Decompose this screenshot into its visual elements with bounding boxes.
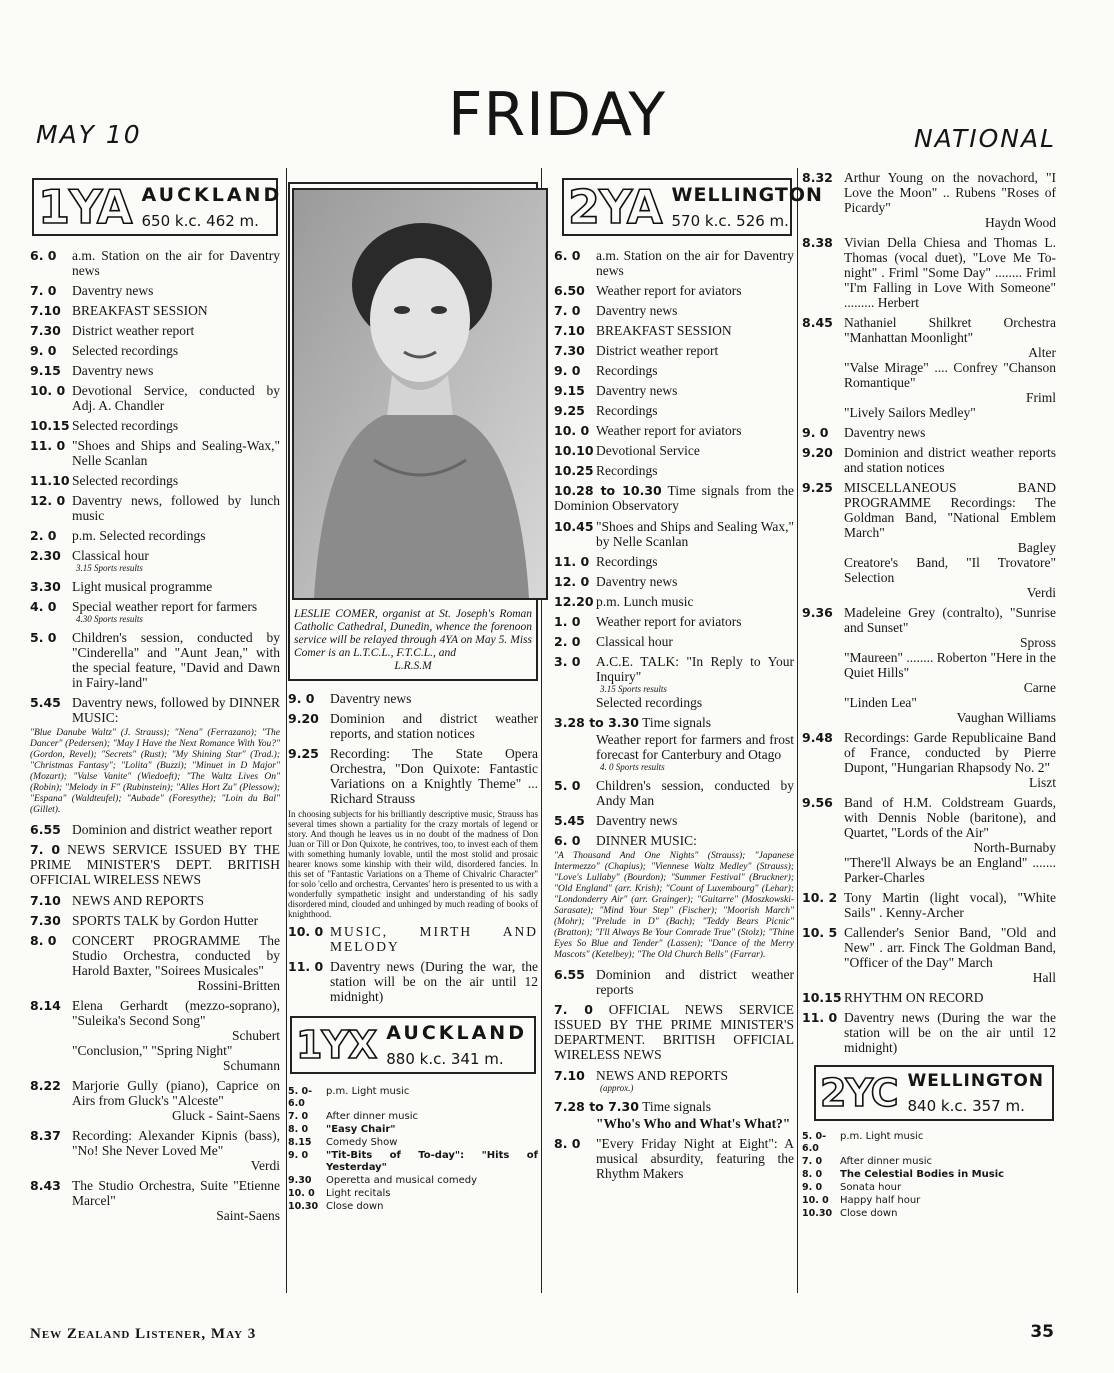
program-entry: 10. 5 Callender's Senior Band, "Old and New" . arr. Finck The Goldman Band, "Officer of the Day" March Hall bbox=[802, 925, 1056, 985]
station-frequency: 650 k.c. 462 m. bbox=[141, 212, 259, 230]
program-entry: 9.20 Dominion and district weather reports and station notices bbox=[802, 445, 1056, 475]
program-entry: 7. 0 After dinner music bbox=[288, 1111, 419, 1122]
station-banner-2ya bbox=[562, 178, 823, 236]
program-entry: 10.25 Recordings bbox=[554, 463, 658, 478]
station-frequency: 880 k.c. 341 m. bbox=[386, 1050, 504, 1068]
column-1yx-auckland bbox=[30, 170, 283, 1228]
program-entry: 10.30 Close down bbox=[288, 1201, 384, 1212]
page-title: FRIDAY bbox=[447, 80, 667, 150]
station-city: AUCKLAND bbox=[386, 1022, 527, 1044]
program-entry: 7.30 District weather report bbox=[554, 343, 719, 358]
program-entry: 6. 0 a.m. Station on the air for Daventry news bbox=[554, 248, 794, 278]
program-entry: 10.15 RHYTHM ON RECORD bbox=[802, 990, 984, 1005]
program-entry: 7.30 District weather report bbox=[30, 323, 195, 338]
program-entry: 6.50 Weather report for aviators bbox=[554, 283, 742, 298]
program-entry: 10. 0 MUSIC, MIRTH AND MELODY bbox=[288, 924, 538, 954]
station-banner-1ya bbox=[32, 178, 283, 236]
program-entry: 11.10 Selected recordings bbox=[30, 473, 179, 488]
program-entry: 8.38 Vivian Della Chiesa and Thomas L. Thomas (vocal duet), "Love Me To-night" . Friml "Some Day" ........ Friml "I'm Falling in Love With Someone" ......... Herbert bbox=[802, 235, 1056, 310]
program-entry: 7.10 NEWS AND REPORTS bbox=[30, 893, 204, 908]
dinner-music-list: "A Thousand And One Nights" (Strauss); "Japanese Intermezzo" (Chapius); "Viennese Waltz Medley" (Strauss); "Love's Lullaby" (Bourdon); "Summer Festival" (Bruckner); "Old England" (arr. Krish); "Count of Luxembourg" (Lehar); "Londonderry Air" (arr. Grainger); "Guitarre" (Moszkowski-Sarasate); "Mind Your Step" (Fischer); "Moorish March" (Mohr); "Prelude in D" (Bach); "Teddy Bears Picnic" (Bratton); "I'll Always Be Your Comrade True" (Stolz); "Thine Eyes So Blue and Tender" (Lassen); "Dance of the Merry Mascots" (Ketelbey); "The Old Church Bells" (Farrar). bbox=[554, 851, 794, 960]
program-entry: 10.10 Devotional Service bbox=[554, 443, 700, 458]
program-entry: 9.25 MISCELLANEOUS BAND PROGRAMME Recordings: The Goldman Band, "National Emblem March" Bagley Creatore's Band, "Il Trovatore" Selection Verdi bbox=[802, 480, 1056, 600]
column-divider bbox=[286, 168, 287, 1293]
program-entry: 10. 0 Light recitals bbox=[288, 1188, 391, 1199]
program-entry: 8.45 Nathaniel Shilkret Orchestra "Manhattan Moonlight" Alter "Valse Mirage" .... Confrey "Chanson Romantique" Friml "Lively Sailors Medley" bbox=[802, 315, 1056, 420]
program-entry: 11. 0 Daventry news (During the war, the station will be on the air until 12 midnight) bbox=[288, 959, 538, 1004]
program-entry: 10. 2 Tony Martin (light vocal), "White Sails" . Kenny-Archer bbox=[802, 890, 1056, 920]
column-photo-and-1yx bbox=[288, 170, 538, 1214]
program-entry: 9.30 Operetta and musical comedy bbox=[288, 1175, 477, 1186]
program-entry: 9.15 Daventry news bbox=[554, 383, 678, 398]
photo-caption: LESLIE COMER, organist at St. Joseph's Roman Catholic Cathedral, Dunedin, whence the forenoon service will be relayed through 4YA on May 5. Miss Comer is an L.T.C.L., F.T.C.L., and L.R.S.M bbox=[294, 608, 532, 672]
program-entry: 6.55 Dominion and district weather reports bbox=[554, 967, 794, 997]
program-entry: 1. 0 Weather report for aviators bbox=[554, 614, 742, 629]
program-entry: 11. 0 Recordings bbox=[554, 554, 658, 569]
station-call-sign: 1YA bbox=[38, 180, 132, 234]
program-entry: 9. 0 Sonata hour bbox=[802, 1182, 902, 1193]
program-entry: 7. 0 NEWS SERVICE ISSUED BY THE PRIME MINISTER'S DEPT. BRITISH OFFICIAL WIRELESS NEWS bbox=[30, 842, 281, 887]
publication-footer: New Zealand Listener, May 3 bbox=[30, 1326, 257, 1342]
station-banner-2yc bbox=[814, 1065, 1054, 1121]
column-divider bbox=[797, 168, 798, 1293]
program-entry: 10.15 Selected recordings bbox=[30, 418, 179, 433]
program-entry: 4. 0 Special weather report for farmers 4.30 Sports results bbox=[30, 599, 258, 624]
program-entry: 8. 0 "Every Friday Night at Eight": A musical absurdity, featuring the Rhythm Makers bbox=[554, 1136, 794, 1181]
issue-date: MAY 10 bbox=[36, 120, 142, 149]
program-entry: 9.56 Band of H.M. Coldstream Guards, with Dennis Noble (baritone), and Quartet, "Lords of the Air" North-Burnaby "There'll Always be an England" ....... Parker-Charles bbox=[802, 795, 1056, 885]
program-entry: 5. 0 Children's session, conducted by Andy Man bbox=[554, 778, 794, 808]
program-entry: 8. 0 The Celestial Bodies in Music bbox=[802, 1169, 1005, 1180]
station-frequency: 570 k.c. 526 m. bbox=[671, 212, 789, 230]
program-entry: 8.15 Comedy Show bbox=[288, 1137, 398, 1148]
program-entry: 9.20 Dominion and district weather reports, and station notices bbox=[288, 711, 538, 741]
program-entry: 2. 0 Classical hour bbox=[554, 634, 673, 649]
program-entry: 8. 0 CONCERT PROGRAMME The Studio Orchestra, conducted by Harold Baxter, "Soirees Musicales" Rossini-Britten bbox=[30, 933, 280, 993]
program-entry: 3. 0 A.C.E. TALK: "In Reply to Your Inquiry" 3.15 Sports results Selected recordings bbox=[554, 654, 794, 710]
program-entry: 7.10 BREAKFAST SESSION bbox=[30, 303, 208, 318]
program-entry: 5. 0-6.0 p.m. Light music bbox=[288, 1086, 410, 1109]
program-entry: 6. 0 a.m. Station on the air for Daventry news bbox=[30, 248, 280, 278]
program-entry: 9. 0 Daventry news bbox=[802, 425, 926, 440]
network-label: NATIONAL bbox=[913, 124, 1056, 153]
program-entry: 10.45 "Shoes and Ships and Sealing Wax," by Nelle Scanlan bbox=[554, 519, 794, 549]
program-entry: 5.45 Daventry news bbox=[554, 813, 678, 828]
program-entry: 8.37 Recording: Alexander Kipnis (bass), "No! She Never Loved Me" Verdi bbox=[30, 1128, 280, 1173]
program-entry: Weather report for farmers and frost forecast for Canterbury and Otago 4. 0 Sports results bbox=[596, 732, 794, 772]
program-entry: 7. 0 After dinner music bbox=[802, 1156, 933, 1167]
station-city: WELLINGTON bbox=[907, 1071, 1045, 1091]
program-entry: 6.55 Dominion and district weather report bbox=[30, 822, 273, 837]
program-entry: 8.43 The Studio Orchestra, Suite "Etienne Marcel" Saint-Saens bbox=[30, 1178, 280, 1223]
program-entry: 6. 0 DINNER MUSIC: bbox=[554, 833, 697, 848]
station-call-sign: 1YX bbox=[296, 1023, 377, 1067]
program-entry: 8.22 Marjorie Gully (piano), Caprice on Airs from Gluck's "Alceste" Gluck - Saint-Saens bbox=[30, 1078, 280, 1123]
program-entry: 10. 0 Happy half hour bbox=[802, 1195, 921, 1206]
station-banner-1yx bbox=[290, 1016, 536, 1074]
program-entry: 9.25 Recordings bbox=[554, 403, 658, 418]
column-2ya-evening-and-2yc bbox=[802, 170, 1056, 1221]
program-entry: 12. 0 Daventry news bbox=[554, 574, 678, 589]
program-entry: 8.14 Elena Gerhardt (mezzo-soprano), "Suleika's Second Song" Schubert "Conclusion," "Spring Night" Schumann bbox=[30, 998, 280, 1073]
program-entry: 3.28 to 3.30 Time signals bbox=[554, 715, 711, 730]
program-entry: 7. 0 OFFICIAL NEWS SERVICE ISSUED BY THE PRIME MINISTER'S DEPARTMENT. BRITISH OFFICIAL WIRELESS NEWS bbox=[554, 1002, 794, 1062]
program-entry: 8.32 Arthur Young on the novachord, "I Love the Moon" .. Rubens "Roses of Picardy" Haydn Wood bbox=[802, 170, 1056, 230]
program-entry: 7.10 NEWS AND REPORTS (approx.) bbox=[554, 1068, 728, 1093]
program-entry: 12.20 p.m. Lunch music bbox=[554, 594, 694, 609]
program-entry: 10.28 to 10.30 Time signals from the Dominion Observatory bbox=[554, 483, 794, 513]
program-entry: 11. 0 "Shoes and Ships and Sealing-Wax," Nelle Scanlan bbox=[30, 438, 280, 468]
program-entry: 2. 0 p.m. Selected recordings bbox=[30, 528, 206, 543]
program-entry: 2.30 Classical hour 3.15 Sports results bbox=[30, 548, 149, 573]
program-entry: 10.30 Close down bbox=[802, 1208, 898, 1219]
station-city: WELLINGTON bbox=[671, 184, 823, 206]
program-entry: 9. 0 Selected recordings bbox=[30, 343, 179, 358]
column-2ya-wellington bbox=[546, 170, 823, 1186]
program-entry: 7. 0 Daventry news bbox=[554, 303, 678, 318]
portrait-illustration bbox=[294, 190, 546, 598]
page-number: 35 bbox=[1030, 1322, 1054, 1342]
program-entry: 9. 0 Daventry news bbox=[288, 691, 412, 706]
station-city: AUCKLAND bbox=[141, 184, 283, 206]
station-frequency: 840 k.c. 357 m. bbox=[907, 1097, 1025, 1115]
program-entry: 10. 0 Weather report for aviators bbox=[554, 423, 742, 438]
program-entry: "Who's Who and What's What?" bbox=[596, 1116, 791, 1131]
program-entry: 9. 0 "Tit-Bits of To-day": "Hits of Yesterday" bbox=[288, 1150, 538, 1173]
program-entry: 12. 0 Daventry news, followed by lunch music bbox=[30, 493, 280, 523]
program-note: In choosing subjects for his brilliantly descriptive music, Strauss has several times shown a partiality for the crazy mortals of legend or story. And though he leaves us in no doubt of the madness of Don Juan or Till or Don Quixote, he contrives, too, to invest each of them with something humanly lovable, until the most stolid and prosaic hearer knows some kinship with their wild, disordered fancies. In this set of "Fantastic Variations on a Theme of Chivalric Character" for solo 'cello and orchestra, Cervantes' hero is presented to us with a wonderfully sympathetic insight and understanding of his sadly disordered mind, clouded and unhinged by much reading of books of knighthood. bbox=[288, 809, 538, 919]
program-entry: 9.15 Daventry news bbox=[30, 363, 154, 378]
program-entry: 7.28 to 7.30 Time signals bbox=[554, 1099, 711, 1114]
portrait-photo bbox=[292, 188, 548, 600]
photo-box bbox=[288, 182, 538, 681]
program-entry: 8. 0 "Easy Chair" bbox=[288, 1124, 396, 1135]
program-entry: 7.10 BREAKFAST SESSION bbox=[554, 323, 732, 338]
program-entry: 9. 0 Recordings bbox=[554, 363, 658, 378]
dinner-music-list: "Blue Danube Waltz" (J. Strauss); "Nena" (Ferrazano); "The Dancer" (Pedersen); "May I Have the Next Romance With You?" (Gordon, Revel); "Secrets" (Rust); "My Shining Star" (Trad.); "Christmas Fantasy"; "Lolita" (Buzzi); "Minuet in D Major" (Mozart); "Valse Vanite" (Wiedoeft); "The Waltz Lives On" (Robin); "Melody in F" (Rubinstein); "Alles Hort Zu" (Plessow); "Espana" (Waldteufel); "Aubade" (Foresythe); "Loin du Bal" (Gillet). bbox=[30, 728, 280, 815]
program-entry: 9.48 Recordings: Garde Republicaine Band of France, conducted by Pierre Dupont, "Hungarian Rhapsody No. 2" Liszt bbox=[802, 730, 1056, 790]
program-entry: 5. 0 Children's session, conducted by "Cinderella" and "Aunt Jean," with the special feature, "David and Dawn in Fairy-land" bbox=[30, 630, 280, 690]
station-call-sign: 2YC bbox=[820, 1071, 898, 1115]
program-entry: 11. 0 Daventry news (During the war the station will be on the air until 12 midnight) bbox=[802, 1010, 1056, 1055]
program-entry: 7. 0 Daventry news bbox=[30, 283, 154, 298]
program-entry: 5.45 Daventry news, followed by DINNER MUSIC: bbox=[30, 695, 280, 725]
program-entry: 5. 0-6.0 p.m. Light music bbox=[802, 1131, 924, 1154]
station-call-sign: 2YA bbox=[568, 180, 662, 234]
program-entry: 9.25 Recording: The State Opera Orchestra, "Don Quixote: Fantastic Variations on a Knightly Theme" ... Richard Strauss bbox=[288, 746, 538, 806]
program-entry: 10. 0 Devotional Service, conducted by Adj. A. Chandler bbox=[30, 383, 280, 413]
program-entry: 9.36 Madeleine Grey (contralto), "Sunrise and Sunset" Spross "Maureen" ........ Roberton "Here in the Quiet Hills" Carne "Linden Lea" Vaughan Williams bbox=[802, 605, 1056, 725]
program-entry: 3.30 Light musical programme bbox=[30, 579, 213, 594]
program-entry: 7.30 SPORTS TALK by Gordon Hutter bbox=[30, 913, 259, 928]
